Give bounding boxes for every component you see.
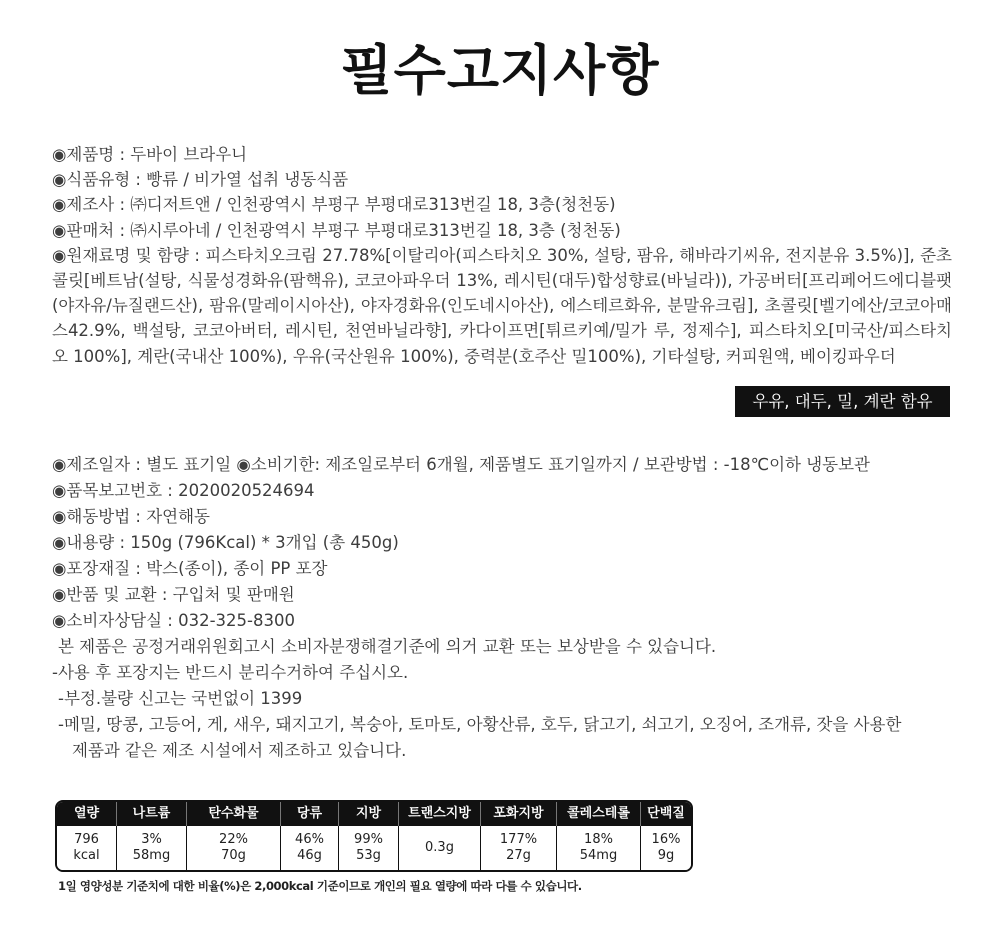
nutrition-value: 46% xyxy=(295,832,324,847)
food-type-line: ◉식품유형 : 빵류 / 비가열 섭취 냉동식품 xyxy=(52,170,349,190)
nutrition-cell xyxy=(339,826,399,870)
nutrition-value: 177% xyxy=(499,832,538,847)
nutrition-header: 트랜스지방 xyxy=(399,802,481,826)
product-name-line: ◉제품명 : 두바이 브라우니 xyxy=(52,145,248,164)
allergen-badge: 우유, 대두, 밀, 계란 함유 xyxy=(735,386,950,417)
nutrition-value: kcal xyxy=(73,848,100,863)
nutrition-header: 콜레스테롤 xyxy=(557,802,641,826)
packaging-line: ◉포장재질 : 박스(종이), 종이 PP 포장 xyxy=(52,559,328,578)
nutrition-value: 27g xyxy=(506,848,531,863)
return-exchange-line: ◉반품 및 교환 : 구입처 및 판매원 xyxy=(52,585,295,604)
ingredients-text: ◉원재료명 및 함량 : 피스타치오크림 27.78%[이탈리아(피스타치오 30%, 설탕, 팜유, 해바라기씨유, 전지분유 3.5%)], 준초콜릿[베트남(설탕, 식물성경화유(팜핵유), 코코아파우더 13%, 레시틴(대두)합성향료(바닐라)), 가공버터[프리페어드에디블팻(야자유/뉴질랜드산), 팜유(말레이시아산), 야자경화유(인도네시아산), 에스테르화유, 분말유크림], 초콜릿[벨기에산/코코아매스42.9%, 백설탕, 코코아버터, 레시틴, 천연바닐라향], 카다이프면[튀르키예/밀가 루, 정제수], 피스타치오[미국산/피스타치오 100%], 계란(국내산 100%), 우유(국산원유 100%), 중력분(호주산 밀100%), 기타설탕, 커피원액, 베이킹파우더 xyxy=(52,245,952,366)
nutrition-value: 58mg xyxy=(132,848,171,863)
page-title: 필수고지사항 xyxy=(340,39,660,102)
nutrition-value-row xyxy=(57,826,691,870)
seller-line: ◉판매처 : ㈜시루아네 / 인천광역시 부평구 부평대로313번길 18, 3층 (청천동) xyxy=(52,220,621,240)
nutrition-header-row xyxy=(57,802,691,826)
allergen-facility-notice-cont: 제품과 같은 제조 시설에서 제조하고 있습니다. xyxy=(72,741,407,760)
nutrition-cell xyxy=(117,826,187,870)
compensation-notice: 본 제품은 공정거래위원회고시 소비자분쟁해결기준에 의거 교환 또는 보상받을 수 있습니다. xyxy=(58,637,717,656)
nutrition-value: 0.3g xyxy=(425,840,454,855)
thawing-line: ◉해동방법 : 자연해동 xyxy=(52,507,210,526)
product-details-section xyxy=(52,452,972,764)
nutrition-value: 16% xyxy=(651,832,681,847)
manufacturer-line: ◉제조사 : ㈜디저트앤 / 인천광역시 부평구 부평대로313번길 18, 3층(청천동) xyxy=(52,195,616,215)
nutrition-header: 포화지방 xyxy=(481,802,557,826)
nutrition-cell xyxy=(281,826,339,870)
date-storage-line: ◉제조일자 : 별도 표기일 ◉소비기한: 제조일로부터 6개월, 제품별도 표기일까지 / 보관방법 : -18℃이하 냉동보관 xyxy=(52,455,870,474)
nutrition-header: 나트륨 xyxy=(117,802,187,826)
nutrition-cell xyxy=(557,826,641,870)
product-info-section xyxy=(52,142,952,369)
nutrition-header: 열량 xyxy=(57,802,117,826)
allergen-facility-notice: -메밀, 땅콩, 고등어, 게, 새우, 돼지고기, 복숭아, 토마토, 아황산류, 호두, 닭고기, 쇠고기, 오징어, 조개류, 잣을 사용한 xyxy=(58,715,902,734)
consumer-center-line: ◉소비자상담실 : 032-325-8300 xyxy=(52,611,295,630)
nutrition-value: 70g xyxy=(221,848,246,863)
nutrition-header: 탄수화물 xyxy=(187,802,281,826)
nutrition-value: 3% xyxy=(141,832,162,847)
nutrition-table xyxy=(55,800,693,872)
recycling-notice: -사용 후 포장지는 반드시 분리수거하여 주십시오. xyxy=(52,663,409,682)
nutrition-cell xyxy=(399,826,481,870)
nutrition-cell xyxy=(481,826,557,870)
nutrition-header: 지방 xyxy=(339,802,399,826)
nutrition-value: 18% xyxy=(584,832,613,847)
report-notice: -부정.불량 신고는 국번없이 1399 xyxy=(58,689,303,708)
nutrition-value: 53g xyxy=(356,848,381,863)
nutrition-cell xyxy=(187,826,281,870)
nutrition-value: 99% xyxy=(354,832,383,847)
nutrition-value: 9g xyxy=(657,848,675,863)
nutrition-value: 796 xyxy=(74,832,99,847)
nutrition-cell xyxy=(641,826,691,870)
nutrition-value: 22% xyxy=(219,832,248,847)
nutrition-header: 당류 xyxy=(281,802,339,826)
content-amount-line: ◉내용량 : 150g (796Kcal) * 3개입 (총 450g) xyxy=(52,533,399,552)
nutrition-cell xyxy=(57,826,117,870)
nutrition-header: 단백질 xyxy=(647,806,685,821)
nutrition-value: 46g xyxy=(297,848,322,863)
report-number-line: ◉품목보고번호 : 2020020524694 xyxy=(52,481,315,500)
nutrition-footnote: 1일 영양성분 기준치에 대한 비율(%)은 2,000kcal 기준이므로 개인의 필요 열량에 따라 다를 수 있습니다. xyxy=(58,879,582,893)
nutrition-value: 54mg xyxy=(579,848,618,863)
